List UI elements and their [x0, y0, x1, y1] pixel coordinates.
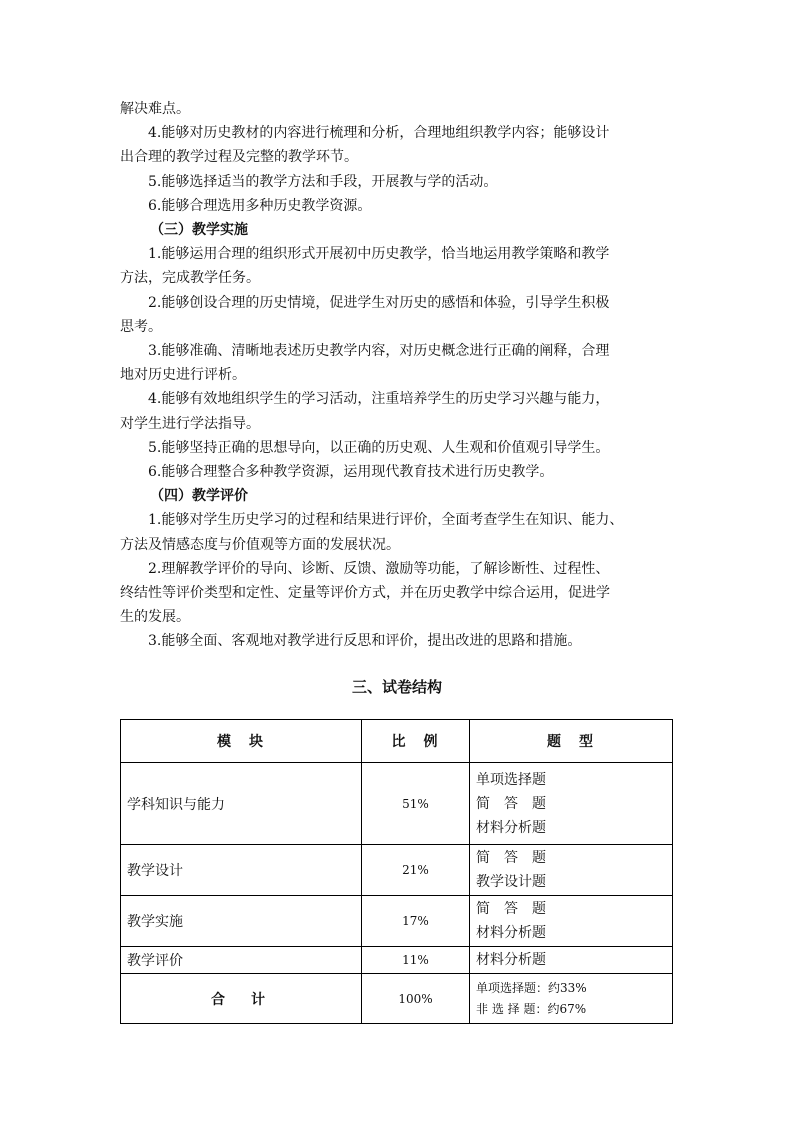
ratio-cell: 21% [362, 845, 470, 896]
table-total-row [121, 974, 673, 1024]
paragraph-line: 思考。 [120, 319, 162, 335]
type-cell [470, 845, 673, 896]
type-item: 材料分析题 [476, 819, 546, 836]
paragraph-line: 4.能够有效地组织学生的学习活动，注重培养学生的历史学习兴趣与能力， [148, 391, 610, 407]
table-row [121, 845, 673, 896]
paragraph-line: 3.能够全面、客观地对教学进行反思和评价，提出改进的思路和措施。 [148, 633, 582, 649]
paragraph-line: 出合理的教学过程及完整的教学环节。 [120, 149, 358, 165]
header-type: 题 型 [470, 720, 673, 763]
paragraph-line: 方法，完成教学任务。 [120, 270, 260, 286]
paragraph-line: 5.能够坚持正确的思想导向，以正确的历史观、人生观和价值观引导学生。 [148, 440, 610, 456]
section-title: 三、试卷结构 [351, 678, 442, 696]
module-cell: 学科知识与能力 [121, 763, 362, 845]
paragraph-line: 5.能够选择适当的教学方法和手段，开展教与学的活动。 [148, 174, 498, 190]
section-heading: （四）教学评价 [150, 488, 248, 504]
paragraph-line: 1.能够对学生历史学习的过程和结果进行评价，全面考查学生在知识、能力、 [148, 512, 624, 528]
module-cell: 教学实施 [121, 896, 362, 947]
paragraph-line: 地对历史进行评析。 [120, 367, 246, 383]
paragraph-line: 2.能够创设合理的历史情境，促进学生对历史的感悟和体验，引导学生积极 [148, 295, 610, 311]
module-cell: 教学设计 [121, 845, 362, 896]
paragraph-line: 6.能够合理选用多种历史教学资源。 [148, 198, 372, 214]
table-row [121, 763, 673, 845]
ratio-cell: 17% [362, 896, 470, 947]
total-label: 合 计 [121, 974, 362, 1024]
type-item: 非 选 择 题：约67% [476, 1001, 587, 1016]
paragraph-line: 4.能够对历史教材的内容进行梳理和分析，合理地组织教学内容；能够设计 [148, 125, 610, 141]
header-module: 模 块 [121, 720, 362, 763]
paragraph-line: 3.能够准确、清晰地表述历史教学内容，对历史概念进行正确的阐释，合理 [148, 343, 610, 359]
ratio-cell: 11% [362, 947, 470, 974]
type-item: 材料分析题 [476, 925, 546, 941]
type-cell [470, 947, 673, 974]
type-item: 简 答 题 [476, 901, 546, 917]
type-item: 简 答 题 [476, 850, 546, 866]
module-cell: 教学评价 [121, 947, 362, 974]
paragraph-line: 方法及情感态度与价值观等方面的发展状况。 [120, 537, 400, 553]
paragraph-line: 生的发展。 [120, 609, 190, 625]
table-row [121, 947, 673, 974]
type-item: 单项选择题：约33% [476, 980, 587, 995]
paragraph-line: 1.能够运用合理的组织形式开展初中历史教学，恰当地运用教学策略和教学 [148, 246, 610, 262]
ratio-cell: 51% [362, 763, 470, 845]
type-cell [470, 896, 673, 947]
total-type-cell [470, 974, 673, 1024]
total-ratio: 100% [362, 974, 470, 1024]
exam-structure-table [120, 719, 673, 1024]
type-item: 单项选择题 [476, 771, 546, 788]
type-item: 简 答 题 [476, 795, 546, 812]
header-ratio: 比 例 [362, 720, 470, 763]
type-cell [470, 763, 673, 845]
paragraph-line: 6.能够合理整合多种教学资源，运用现代教育技术进行历史教学。 [148, 464, 554, 480]
section-heading: （三）教学实施 [150, 222, 248, 238]
paragraph-line: 终结性等评价类型和定性、定量等评价方式，并在历史教学中综合运用，促进学 [120, 585, 610, 601]
paragraph-line: 2.理解教学评价的导向、诊断、反馈、激励等功能，了解诊断性、过程性、 [148, 561, 610, 577]
table-row [121, 896, 673, 947]
type-item: 教学设计题 [476, 874, 546, 890]
type-item: 材料分析题 [476, 952, 546, 968]
paragraph-line: 对学生进行学法指导。 [120, 416, 260, 432]
paragraph-line: 解决难点。 [120, 101, 190, 117]
table-header-row [121, 720, 673, 763]
